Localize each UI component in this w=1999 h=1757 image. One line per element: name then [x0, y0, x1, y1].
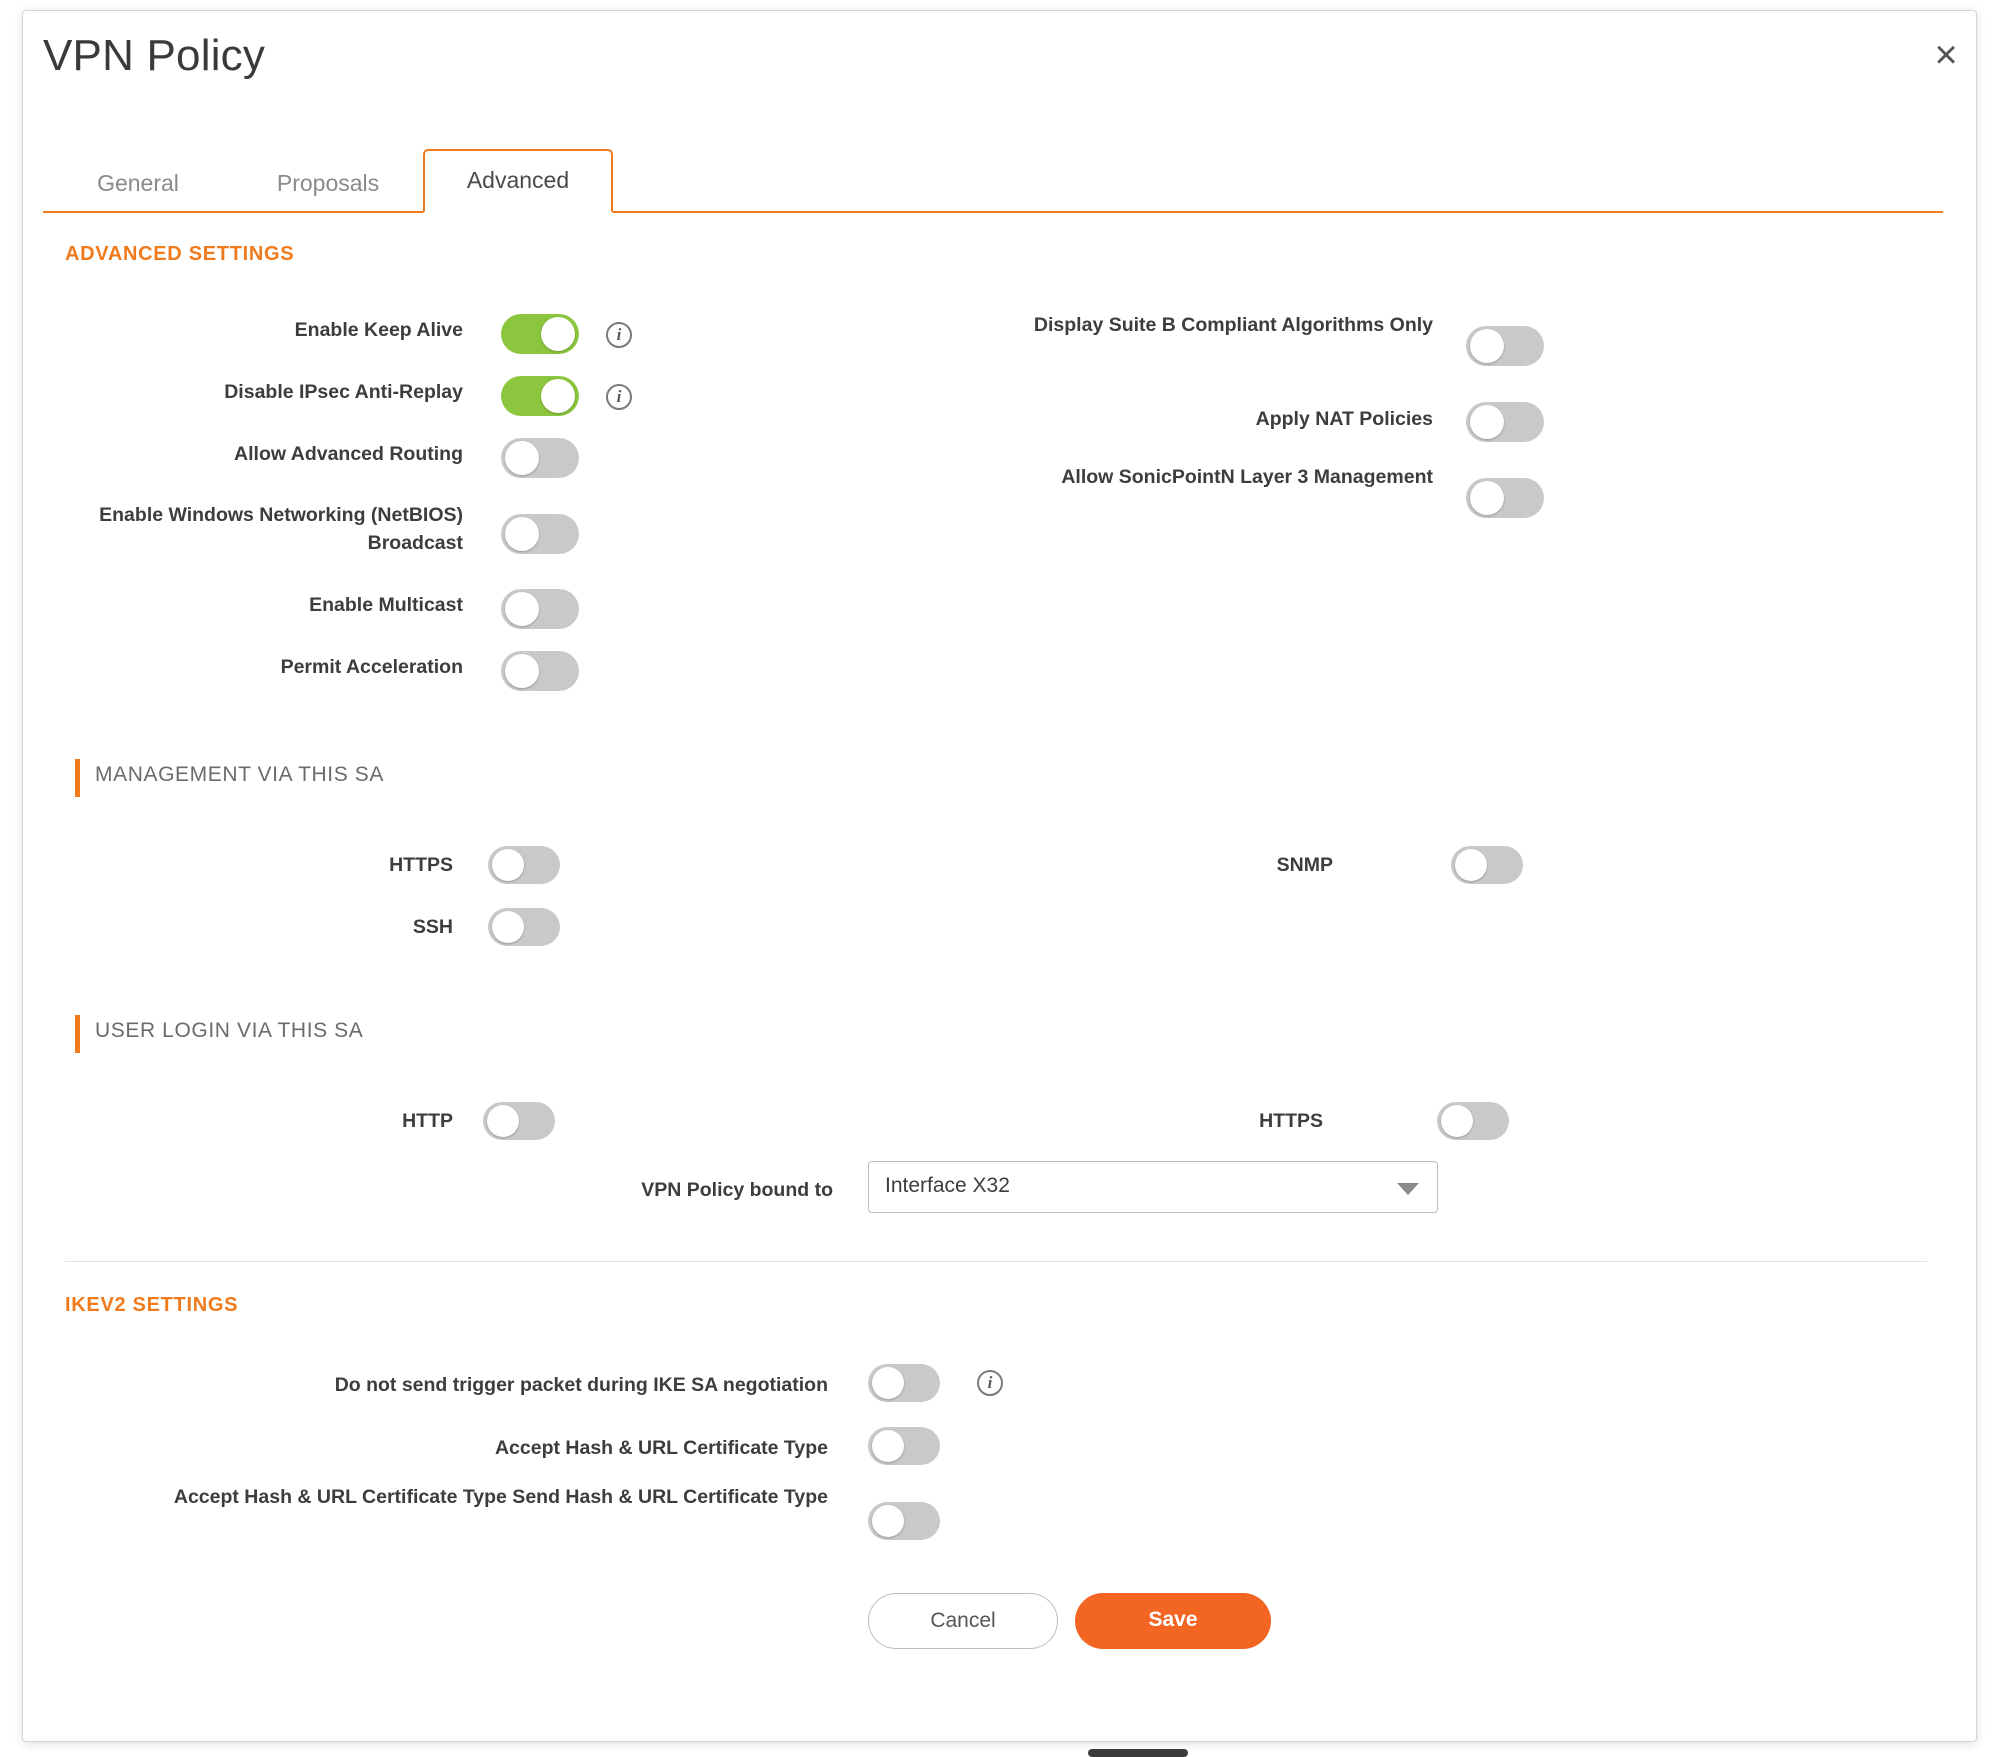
label-management-ssh: SSH [412, 916, 453, 938]
toggle-display-suite-b[interactable] [1466, 326, 1544, 366]
toggle-knob [1470, 481, 1504, 515]
user-login-sa-heading: USER LOGIN VIA THIS SA [65, 1019, 363, 1043]
advanced-settings-heading: ADVANCED SETTINGS [65, 243, 295, 265]
toggle-knob [1441, 1105, 1473, 1137]
label-no-trigger-packet: Do not send trigger packet during IKE SA negotiation [334, 1374, 828, 1396]
label-user-login-https: HTTPS [1259, 1110, 1323, 1132]
section-divider [65, 1261, 1927, 1262]
toggle-apply-nat-policies[interactable] [1466, 402, 1544, 442]
label-accept-hash-url-cert: Accept Hash & URL Certificate Type [494, 1437, 828, 1459]
toggle-disable-ipsec-anti-replay[interactable] [501, 376, 579, 416]
toggle-knob [541, 379, 575, 413]
label-enable-netbios-broadcast: Enable Windows Networking (NetBIOS) Broadcast [99, 504, 463, 555]
toggle-allow-advanced-routing[interactable] [501, 438, 579, 478]
toggle-user-login-https[interactable] [1437, 1102, 1509, 1140]
label-permit-acceleration: Permit Acceleration [280, 656, 463, 678]
toggle-knob [541, 317, 575, 351]
toggle-enable-keep-alive[interactable] [501, 314, 579, 354]
chevron-down-icon [1397, 1183, 1419, 1195]
save-button[interactable]: Save [1075, 1593, 1271, 1649]
toggle-knob [1455, 849, 1487, 881]
tab-bar [43, 151, 1943, 213]
toggle-knob [492, 911, 524, 943]
toggle-enable-multicast[interactable] [501, 589, 579, 629]
toggle-user-login-http[interactable] [483, 1102, 555, 1140]
label-management-https: HTTPS [389, 854, 453, 876]
toggle-knob [1470, 405, 1504, 439]
label-disable-ipsec-anti-replay: Disable IPsec Anti-Replay [224, 381, 463, 403]
info-icon-keep-alive[interactable]: i [606, 322, 632, 348]
toggle-enable-netbios-broadcast[interactable] [501, 514, 579, 554]
label-vpn-policy-bound-to: VPN Policy bound to [641, 1179, 833, 1201]
tab-advanced[interactable]: Advanced [423, 149, 613, 213]
page-title: VPN Policy [43, 31, 266, 80]
horizontal-scrollbar[interactable] [1088, 1749, 1188, 1757]
toggle-management-ssh[interactable] [488, 908, 560, 946]
tab-proposals[interactable]: Proposals [276, 170, 380, 196]
label-allow-advanced-routing: Allow Advanced Routing [234, 443, 463, 465]
toggle-knob [505, 441, 539, 475]
toggle-no-trigger-packet[interactable] [868, 1364, 940, 1402]
toggle-knob [872, 1367, 904, 1399]
toggle-knob [505, 654, 539, 688]
toggle-management-https[interactable] [488, 846, 560, 884]
toggle-knob [487, 1105, 519, 1137]
label-enable-multicast: Enable Multicast [309, 594, 463, 616]
toggle-knob [872, 1430, 904, 1462]
vpn-policy-dialog [22, 10, 1977, 1742]
toggle-management-snmp[interactable] [1451, 846, 1523, 884]
toggle-knob [492, 849, 524, 881]
cancel-button[interactable]: Cancel [868, 1593, 1058, 1649]
label-user-login-http: HTTP [402, 1110, 453, 1132]
toggle-knob [1470, 329, 1504, 363]
toggle-permit-acceleration[interactable] [501, 651, 579, 691]
label-management-snmp: SNMP [1276, 854, 1333, 876]
close-icon[interactable]: × [1934, 33, 1958, 77]
toggle-knob [872, 1505, 904, 1537]
label-enable-keep-alive: Enable Keep Alive [294, 319, 463, 341]
vpn-policy-bound-to-value: Interface X32 [885, 1174, 1010, 1197]
label-apply-nat-policies: Apply NAT Policies [1255, 408, 1433, 430]
label-accept-send-hash-url-cert: Accept Hash & URL Certificate Type Send Hash & URL Certificate Type [173, 1486, 828, 1508]
label-allow-sonicpointn-l3: Allow SonicPointN Layer 3 Management [1061, 466, 1433, 488]
toggle-accept-send-hash-url-cert[interactable] [868, 1502, 940, 1540]
info-icon-trigger-packet[interactable]: i [977, 1370, 1003, 1396]
label-display-suite-b: Display Suite B Compliant Algorithms Only [1033, 314, 1433, 336]
management-sa-heading: MANAGEMENT VIA THIS SA [65, 763, 384, 787]
toggle-knob [505, 517, 539, 551]
info-icon-anti-replay[interactable]: i [606, 384, 632, 410]
toggle-accept-hash-url-cert[interactable] [868, 1427, 940, 1465]
tab-general[interactable]: General [97, 170, 179, 196]
toggle-allow-sonicpointn-l3[interactable] [1466, 478, 1544, 518]
vpn-policy-bound-to-select[interactable] [868, 1161, 1438, 1213]
ikev2-settings-heading: IKEV2 SETTINGS [65, 1294, 239, 1316]
toggle-knob [505, 592, 539, 626]
